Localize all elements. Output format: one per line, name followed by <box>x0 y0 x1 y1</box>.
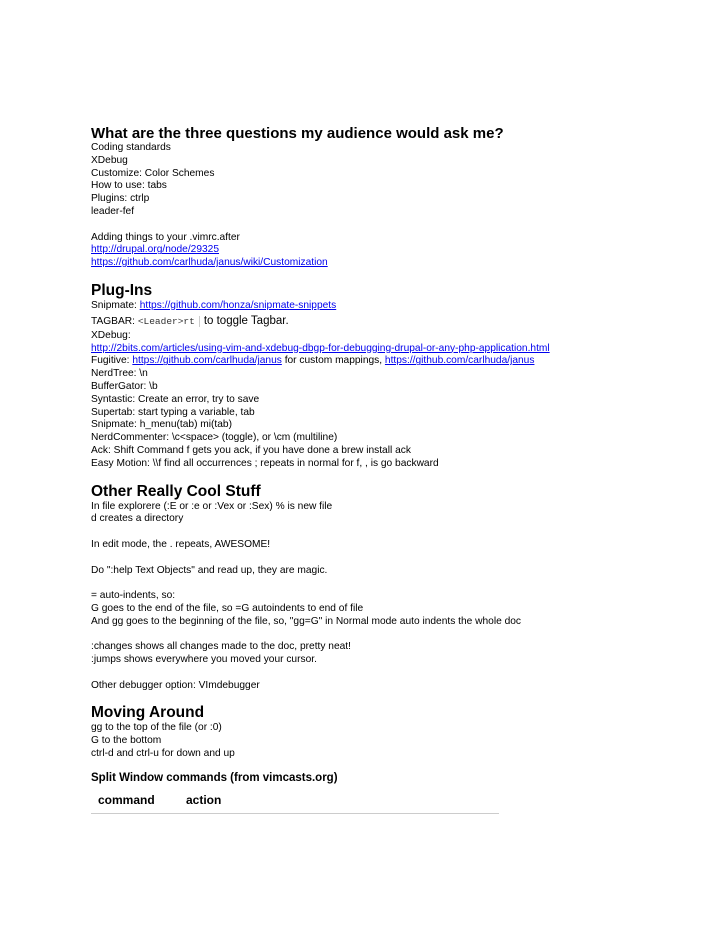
list-item: Customize: Color Schemes <box>91 167 215 179</box>
cool-stuff-heading: Other Really Cool Stuff <box>91 482 261 500</box>
janus-link-2[interactable]: https://github.com/carlhuda/janus <box>384 355 535 367</box>
list-item: How to use: tabs <box>91 180 167 192</box>
list-item: Supertab: start typing a variable, tab <box>91 406 255 418</box>
text-line: Other debugger option: VImdebugger <box>91 679 260 691</box>
text-line: In edit mode, the . repeats, AWESOME! <box>91 538 271 550</box>
plugins-heading: Plug-Ins <box>91 281 153 299</box>
xdebug-label: XDebug: <box>91 329 131 341</box>
text-line: d creates a directory <box>91 513 184 525</box>
leader-code: <Leader>rt <box>137 315 195 327</box>
text-line: In file explorere (:E or :e or :Vex or :Sex) % is new file <box>91 500 333 512</box>
list-item: BufferGator: \b <box>91 380 158 392</box>
list-item: Syntastic: Create an error, try to save <box>91 393 260 405</box>
table-header-row <box>91 791 499 814</box>
list-item: NerdCommenter: \c<space> (toggle), or \cm (multiline) <box>91 432 338 444</box>
drupal-node-link[interactable]: http://drupal.org/node/29325 <box>91 244 220 256</box>
split-window-table <box>91 791 499 814</box>
list-item: Plugins: ctrlp <box>91 193 150 205</box>
list-item: leader-fef <box>91 205 135 217</box>
list-item: Coding standards <box>91 142 171 153</box>
moving-around-heading: Moving Around <box>91 704 205 722</box>
text-line: = auto-indents, so: <box>91 590 176 602</box>
split-window-heading: Split Window commands (from vimcasts.org) <box>91 771 338 784</box>
text-line: :jumps shows everywhere you moved your cursor. <box>91 654 317 666</box>
list-item: Ack: Shift Command f gets you ack, if you have done a brew install ack <box>91 444 411 456</box>
list-item: Snipmate: h_menu(tab) mi(tab) <box>91 419 232 431</box>
document-page <box>91 126 691 814</box>
text-line: gg to the top of the file (or :0) <box>91 722 222 734</box>
snipmate-line: Snipmate: https://github.com/honza/snipmate-snippets <box>91 299 337 311</box>
janus-link[interactable]: https://github.com/carlhuda/janus <box>132 355 282 367</box>
text-line: :changes shows all changes made to the doc, pretty neat! <box>91 641 351 653</box>
vimrc-after-text: Adding things to your .vimrc.after <box>91 231 240 243</box>
list-item: XDebug <box>91 154 128 166</box>
questions-heading: What are the three questions my audience would ask me? <box>91 125 504 142</box>
text-line: G to the bottom <box>91 735 162 747</box>
questions-list <box>91 142 691 219</box>
list-item: Easy Motion: \\f find all occurrences ; repeats in normal for f, , is go backward <box>91 457 439 469</box>
fugitive-line: Fugitive: https://github.com/carlhuda/janus for custom mappings, https://github.com/carlhuda/janus <box>91 355 535 367</box>
column-header-command: command <box>98 792 155 807</box>
divider <box>199 316 200 327</box>
text-line: ctrl-d and ctrl-u for down and up <box>91 748 235 760</box>
janus-customization-link[interactable]: https://github.com/carlhuda/janus/wiki/Customization <box>91 257 328 269</box>
text-line: Do ":help Text Objects" and read up, they are magic. <box>91 564 328 576</box>
xdebug-article-link[interactable]: http://2bits.com/articles/using-vim-and-xdebug-dbgp-for-debugging-drupal-or-any-php-application.html <box>91 342 550 354</box>
text-line: And gg goes to the beginning of the file, so, "gg=G" in Normal mode auto indents the whole doc <box>91 615 522 627</box>
column-header-action: action <box>186 792 222 807</box>
tagbar-line: TAGBAR: <Leader>rt to toggle Tagbar. <box>91 314 289 327</box>
list-item: NerdTree: \n <box>91 368 148 380</box>
text-line: G goes to the end of the file, so =G autoindents to end of file <box>91 602 364 614</box>
snipmate-snippets-link[interactable]: https://github.com/honza/snipmate-snippets <box>139 299 337 311</box>
